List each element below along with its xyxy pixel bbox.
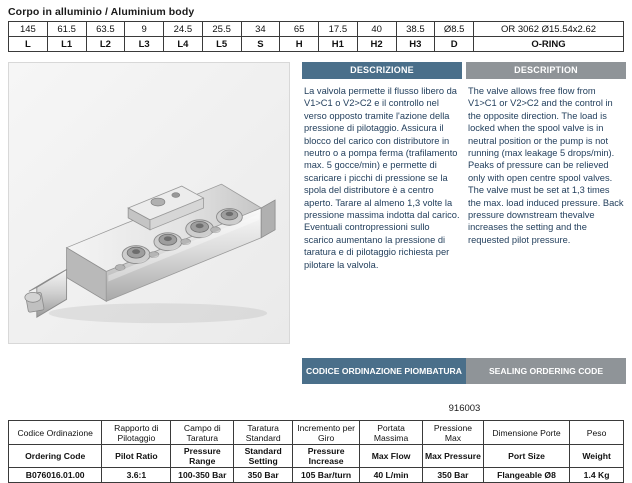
dim-label: L3	[125, 37, 164, 52]
dim-label: L2	[86, 37, 125, 52]
dim-value: 34	[241, 22, 280, 37]
description-text-en: The valve allows free flow from V1>C1 or V2>C2 and the control in the opposite direction. The load is locked when the spool valve is in neutral position or the pump is not running (max leakage 5 drops/min). Peaks of pressure can be relieved only with open centre spool valves. The valve must be set at 1,3 times the max. load induced pressure. Back pressure downstream thevalve increases the setting and the requested pilot pressure.	[468, 86, 624, 245]
table-row-headers-en	[9, 445, 624, 468]
middle-section	[8, 62, 624, 414]
table-row-labels	[9, 37, 624, 52]
dim-label: H3	[396, 37, 435, 52]
header-it: Taratura Standard	[234, 421, 293, 445]
valve-product-image	[8, 62, 290, 344]
ordering-table-section	[8, 420, 624, 483]
header-en: Pressure Increase	[293, 445, 360, 468]
cell-max-flow: 40 L/min	[360, 468, 423, 483]
dim-value-oring: OR 3062 Ø15.54x2.62	[474, 22, 624, 37]
header-en: Weight	[570, 445, 624, 468]
header-it: Portata Massima	[360, 421, 423, 445]
dim-label: D	[435, 37, 474, 52]
dim-value: 25.5	[202, 22, 241, 37]
dim-label: L4	[164, 37, 203, 52]
dim-label: H2	[357, 37, 396, 52]
dim-value: Ø8.5	[435, 22, 474, 37]
header-en: Pressure Range	[171, 445, 234, 468]
table-row	[9, 468, 624, 483]
header-it: Campo di Taratura	[171, 421, 234, 445]
header-it: Codice Ordinazione	[9, 421, 102, 445]
header-en: Port Size	[483, 445, 569, 468]
dim-label: L	[9, 37, 48, 52]
cell-pressure-range: 100-350 Bar	[171, 468, 234, 483]
header-it: Dimensione Porte	[483, 421, 569, 445]
sealing-header-en: SEALING ORDERING CODE	[466, 358, 626, 384]
header-en: Ordering Code	[9, 445, 102, 468]
cell-standard-setting: 350 Bar	[234, 468, 293, 483]
header-it: Rapporto di Pilotaggio	[102, 421, 171, 445]
dim-label: S	[241, 37, 280, 52]
cell-port-size: Flangeable Ø8	[483, 468, 569, 483]
description-header-it: DESCRIZIONE	[302, 62, 462, 79]
header-en: Standard Setting	[234, 445, 293, 468]
header-en: Pilot Ratio	[102, 445, 171, 468]
header-it: Incremento per Giro	[293, 421, 360, 445]
dim-value: 61.5	[47, 22, 86, 37]
sealing-header-it: CODICE ORDINAZIONE PIOMBATURA	[302, 358, 466, 384]
aluminium-body-section	[8, 6, 624, 52]
dimensions-table	[8, 21, 624, 52]
header-en: Max Flow	[360, 445, 423, 468]
cell-pressure-increase: 105 Bar/turn	[293, 468, 360, 483]
sealing-code-value: 916003	[302, 398, 626, 420]
cell-pilot-ratio: 3.6:1	[102, 468, 171, 483]
dim-label: L1	[47, 37, 86, 52]
description-header-en: DESCRIPTION	[466, 62, 626, 79]
dim-value: 17.5	[319, 22, 358, 37]
ordering-table	[8, 420, 624, 483]
section-title: Corpo in alluminio / Aluminium body	[8, 6, 195, 18]
dim-label: H	[280, 37, 319, 52]
sealing-ordering-code-block	[302, 358, 626, 420]
dim-label-oring: O-RING	[474, 37, 624, 52]
header-it: Peso	[570, 421, 624, 445]
header-en: Max Pressure	[423, 445, 484, 468]
dim-value: 9	[125, 22, 164, 37]
table-row-values	[9, 22, 624, 37]
description-column-english	[466, 62, 626, 246]
dim-value: 38.5	[396, 22, 435, 37]
dim-value: 65	[280, 22, 319, 37]
description-column-italian	[302, 62, 462, 271]
valve-illustration	[9, 63, 289, 343]
cell-max-pressure: 350 Bar	[423, 468, 484, 483]
dim-value: 40	[357, 22, 396, 37]
description-text-it: La valvola permette il flusso libero da V1>C1 o V2>C2 e il controllo nel verso opposto tramite l'azione della pressione di pilotaggio. Assicura il blocco del carico con distributore in neutro o a pompa ferma (trafilamento max. 5 gocce/min) e permette di scaricare i picchi di pressione se la spola del distributore è a centro aperto. Tarare al almeno 1,3 volte la pressione massima indotta dal carico. Eventuali contropressioni sullo scarico aumentano la pressione di taratura e di pilotaggio richiesta per pilotare la valvola.	[304, 86, 460, 270]
dim-value: 63.5	[86, 22, 125, 37]
cell-ordering-code: B076016.01.00	[9, 468, 102, 483]
dim-label: L5	[202, 37, 241, 52]
dim-value: 145	[9, 22, 48, 37]
cell-weight: 1.4 Kg	[570, 468, 624, 483]
dim-value: 24.5	[164, 22, 203, 37]
dim-label: H1	[319, 37, 358, 52]
header-it: Pressione Max	[423, 421, 484, 445]
table-row-headers-it	[9, 421, 624, 445]
